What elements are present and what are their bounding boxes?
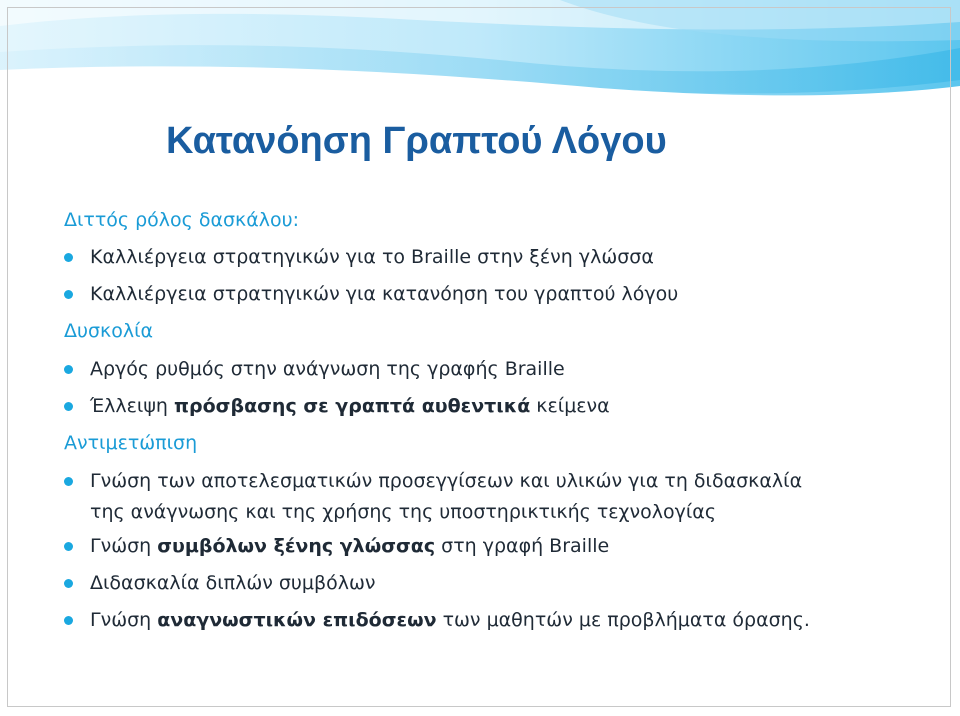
bullet-dot-icon — [64, 542, 73, 551]
bullet-text: Διδασκαλία διπλών συμβόλων — [90, 572, 376, 594]
bullet-text: Αργός ρυθμός στην ανάγνωση της γραφής Braille — [90, 358, 565, 380]
bullet-text-post: των μαθητών με προβλήματα όρασης. — [436, 609, 810, 631]
bullet-text-pre: Γνώση — [90, 609, 158, 631]
bullet-item — [64, 357, 914, 382]
bullet-text: Καλλιέργεια στρατηγικών για το Braille στην ξένη γλώσσα — [90, 246, 654, 268]
bullet-dot-icon — [64, 253, 73, 262]
bullet-text-bold: πρόσβασης σε γραπτά αυθεντικά — [173, 395, 531, 417]
bullet-item — [64, 282, 914, 307]
bullet-text-pre: Έλλειψη — [90, 395, 174, 417]
bullet-text-bold: αναγνωστικών επιδόσεων — [157, 609, 437, 631]
bullet-item — [64, 394, 914, 419]
slide-title: Κατανόηση Γραπτού Λόγου — [166, 120, 667, 162]
bullet-dot-icon — [64, 477, 73, 486]
bullet-text: Καλλιέργεια στρατηγικών για κατανόηση του γραπτού λόγου — [90, 283, 679, 305]
bullet-text-line1: Γνώση των αποτελεσματικών προσεγγίσεων και υλικών για τη διδασκαλία — [90, 470, 803, 492]
bullet-item — [64, 466, 914, 528]
bullet-text-bold: συμβόλων ξένης γλώσσας — [157, 535, 436, 557]
bullet-text-pre: Γνώση — [90, 535, 158, 557]
bullet-text-post: στη γραφή Braille — [435, 535, 610, 557]
bullet-dot-icon — [64, 290, 73, 299]
bullet-dot-icon — [64, 579, 73, 588]
section-heading-difficulty: Δυσκολία — [64, 320, 154, 342]
section-heading-response: Αντιμετώπιση — [64, 432, 198, 454]
bullet-text-line2: της ανάγνωσης και της χρήσης της υποστηρικτικής τεχνολογίας — [90, 501, 716, 523]
slide-content — [64, 208, 914, 645]
bullet-dot-icon — [64, 402, 73, 411]
bullet-dot-icon — [64, 365, 73, 374]
bullet-item — [64, 608, 914, 633]
section-heading-dual-role: Διττός ρόλος δασκάλου: — [64, 209, 300, 231]
bullet-dot-icon — [64, 616, 73, 625]
bullet-item — [64, 245, 914, 270]
bullet-text-post: κείμενα — [530, 395, 610, 417]
bullet-item — [64, 571, 914, 596]
bullet-item — [64, 534, 914, 559]
